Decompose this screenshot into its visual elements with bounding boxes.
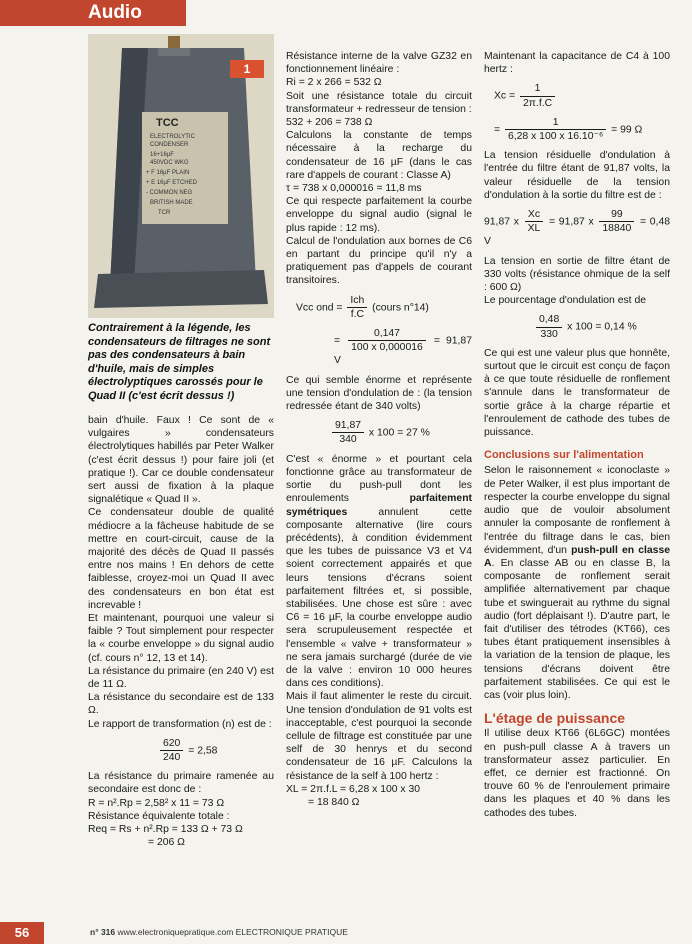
paragraph [286, 453, 472, 691]
denominator: 18840 [602, 223, 632, 235]
formula-text: = 91,87 x [549, 216, 594, 228]
formula-residual [484, 208, 670, 249]
formula-line: = 206 Ω [148, 837, 185, 849]
photo-label-line: ELECTROLYTIC [150, 134, 195, 140]
text-run: annulent cette composante alternative (lire cours précédents), à condition évidemment que les tubes de puissance V3 et V4 soient correctement appairés et que leurs tensions d'écrans soient parfaitement filtrées et, si possible, stabilisées. Une chose est sûre : avec C6 = 16 µF, la courbe enveloppe audio sera scrupuleusement respectée et l'ensemble « valve + transformateur » ne sera jamais surchargé (durée de vie de la valve : environ 10 000 heures dans ces conditions). [286, 506, 472, 690]
denominator: 2π.f.C [522, 97, 553, 109]
denominator: 240 [163, 752, 181, 764]
formula-percent [330, 419, 472, 446]
numerator: 0,48 [536, 313, 562, 327]
paragraph: Ce condensateur double de qualité médiocre a la fâcheuse habitude de se mettre en court-circuit, cause de la majorité des décès de Quad II passés entre nos mains ! En dehors de cette faiblesse, croyez-moi un Quad II avec des condensateurs en bon état est increvable ! [88, 507, 274, 611]
figure-number-badge: 1 [230, 60, 264, 78]
issue-number: n° 316 [90, 927, 116, 937]
subheading: Conclusions sur l'alimentation [484, 449, 644, 462]
photo-label-line: - COMMON NEG [146, 190, 193, 196]
text-run: C'est « énorme » et pourtant cela fonctionne grâce au transformateur de sortie du push-pull dont les enroulements [286, 453, 472, 505]
fraction [599, 208, 634, 235]
paragraph: Résistance interne de la valve GZ32 en fonctionnement linéaire : [286, 51, 472, 76]
paragraph: La résistance du primaire (en 240 V) est de 11 Ω. [88, 665, 274, 691]
fraction [525, 208, 544, 235]
photo-label-line: + F 16µF PLAIN [146, 170, 190, 176]
numerator: 1 [505, 116, 606, 130]
paragraph: Résistance équivalente totale : [88, 810, 230, 822]
photo-label-line: + E 16µF ETCHED [146, 180, 197, 186]
fraction [160, 737, 183, 764]
formula-ripple [296, 294, 472, 321]
photo-label-line: TCR [158, 210, 171, 216]
fraction [332, 419, 364, 446]
text-run: . En classe AB ou en classe B, la composante de ronflement serait amplifiée alternativement par chaque tube et swinguerait au rythme du signal audio (fort déplaisant !). D'autre part, le fait d'utiliser des tétrodes (KT66), ces tubes étant pratiquement insensibles à la variation de la tension de plaque, les tensions d'écrans doivent être parfaitement stabilisées. Ce qui est le cas (voir plus loin). [484, 557, 670, 701]
formula-result: = 99 Ω [611, 124, 643, 136]
publication-site: www.electroniquepratique.com ELECTRONIQUE PRATIQUE [117, 927, 348, 937]
formula-result: = 2,58 [188, 745, 218, 757]
paragraph: Le rapport de transformation (n) est de : [88, 718, 272, 730]
formula-line: Ri = 2 x 266 = 532 Ω [286, 77, 382, 89]
paragraph: Il utilise deux KT66 (6L6GC) montées en push-pull classe A à travers un transformateur assez particulier. En effet, ce dernier est fractionné. On trouve 60 % de l'enroulement primaire dans les plaques et 40 % dans les cathodes des tubes. [484, 728, 670, 819]
section-title: Audio [88, 2, 142, 23]
paragraph: Mais il faut alimenter le reste du circuit. Une tension d'ondulation de 91 volts est inacceptable, c'est pourquoi la seconde cellule de filtrage est constituée par une self de 30 henrys et du second condensateur de 16 µF. Calculons la résistance de la self à 100 hertz : [286, 691, 472, 782]
paragraph: La résistance du secondaire est de 133 Ω. [88, 692, 274, 717]
formula-line: = 18 840 Ω [308, 796, 360, 808]
paragraph: Le pourcentage d'ondulation est de [484, 295, 647, 307]
denominator: 100 x 0,000016 [351, 342, 423, 354]
numerator: Xc [525, 208, 544, 222]
formula-result: = 0,48 V [484, 216, 671, 248]
page-footer [0, 922, 692, 944]
formula-result: x 100 = 27 % [368, 427, 430, 439]
fraction [347, 294, 367, 321]
formula-line: Req = Rs + n².Rp = 133 Ω + 73 Ω [88, 824, 243, 836]
formula-ripple-value: = $\frac{0,147}{100 x 0,000016}$ = 91,87 V [334, 328, 472, 367]
denominator: f.C [350, 308, 364, 320]
numerator: Ich [347, 294, 367, 308]
paragraph: La tension résiduelle d'ondulation à l'entrée du filtre étant de 91,87 volts, la valeur résiduelle de la tension d'ondulation à la sortie du filtre est de : [484, 150, 670, 201]
paragraph: bain d'huile. Faux ! Ce sont de « vulgaires » condensateurs électrolytiques habillés par Peter Walker (c'est écrit dessus !) pour faire joli (et pratique !). Car ce double condensateur sert aussi de fixation à la plaque signalétique « Quad II ». [88, 415, 274, 506]
paragraph: Et maintenant, pourquoi une valeur si faible ? Tout simplement pour respecter la « courbe enveloppe » du signal audio (cf. cours n° 12, 13 et 14). [88, 613, 274, 664]
photo-label-line: 16+16µF [150, 152, 174, 158]
column-2 [286, 50, 472, 809]
fraction [505, 116, 606, 143]
paragraph: Ce qui respecte parfaitement la courbe enveloppe du signal audio (signal le plus rapide : 12 ms). [286, 196, 472, 234]
footer-text [90, 927, 348, 937]
page-header [0, 0, 692, 26]
formula-label: Vcc ond = [296, 302, 343, 314]
denominator: 6,28 x 100 x 16.10⁻⁶ [507, 131, 604, 143]
paragraph: La résistance du primaire ramenée au secondaire est donc de : [88, 771, 274, 796]
fraction [520, 82, 555, 109]
formula-line: XL = 2π.f.L = 6,28 x 100 x 30 [286, 783, 421, 795]
denominator: 330 [540, 328, 558, 340]
page-number: 56 [0, 922, 44, 944]
photo-label-line: 450VDC WKG [150, 160, 189, 166]
formula-capacitance [494, 82, 670, 109]
paragraph: Maintenant la capacitance de C4 à 100 hertz : [484, 51, 670, 76]
formula-line: τ = 738 x 0,000016 = 11,8 ms [286, 183, 422, 195]
photo-brand-text: TCC [156, 117, 179, 129]
column-1 [88, 414, 274, 850]
numerator: 99 [599, 208, 634, 222]
formula-result: = 91,87 V [334, 335, 472, 367]
photo-label-line: BRITISH MADE [150, 200, 193, 206]
paragraph [484, 464, 670, 702]
figure-caption: Contrairement à la légende, les condensateurs de filtrages ne sont pas des condensateurs à bain d'huile, mais de simples électrolyptiques carossés pour le Quad II (c'est écrit dessus !) [88, 322, 271, 402]
formula-label: Xc = [494, 90, 516, 102]
formula-result: x 100 = 0,14 % [567, 321, 637, 333]
numerator: 1 [520, 82, 555, 96]
paragraph: La tension en sortie de filtre étant de 330 volts (résistance ohmique de la self : 600 Ω) [484, 255, 670, 294]
formula-ratio [158, 737, 274, 764]
paragraph: Soit une résistance totale du circuit transformateur + redresseur de tension : [286, 90, 472, 115]
paragraph: Calcul de l'ondulation aux bornes de C6 en partant du principe qu'il n'y a pratiquement pas d'appels de courant transitoires. [286, 235, 472, 287]
formula-label: 91,87 x [484, 216, 519, 228]
denominator: 340 [339, 434, 357, 446]
formula-line: 532 + 206 = 738 Ω [286, 117, 373, 129]
fraction [536, 313, 562, 340]
photo-label-line: CONDENSER [150, 142, 189, 148]
emphasis: push-pull en classe A [484, 544, 670, 569]
formula-note: (cours n°14) [372, 302, 429, 314]
emphasis: parfaitement symétriques [286, 493, 472, 518]
text-run: Selon le raisonnement « iconoclaste » de Peter Walker, il est plus important de respecter la courbe enveloppe du signal audio que de vouloir absolument annuler la composante de ronflement à l'entrée du filtrage dans le cas, bien évidemment, d'un [484, 465, 670, 556]
fraction [348, 327, 426, 354]
numerator: 0,147 [348, 327, 426, 341]
paragraph: Ce qui semble énorme et représente une tension d'ondulation de : (la tension redressée étant de 340 volts) [286, 374, 472, 413]
formula-line: R = n².Rp = 2,58² x 11 = 73 Ω [88, 797, 225, 809]
section-heading: L'étage de puissance [484, 710, 626, 727]
numerator: 620 [160, 737, 183, 751]
paragraph: Calculons la constante de temps nécessaire à la recharge du condensateur de 16 µF (dans le cas rare d'appels de courant : Classe A) [286, 130, 472, 181]
denominator: XL [527, 223, 541, 235]
formula-capacitance-value: = $\frac{1}{\text{6,28 x 100 x 16.10⁻⁶}}$ = 99 Ω [494, 116, 643, 143]
column-3 [484, 50, 670, 820]
formula-percent [534, 313, 670, 340]
paragraph: Ce qui est une valeur plus que honnête, surtout que le circuit est conçu de façon à ce que toute résiduelle de ronflement s'annule dans le transformateur de sortie grâce à la charge répartie et l'enroulement de cathode des tubes de puissance. [484, 347, 670, 439]
numerator: 91,87 [332, 419, 364, 433]
